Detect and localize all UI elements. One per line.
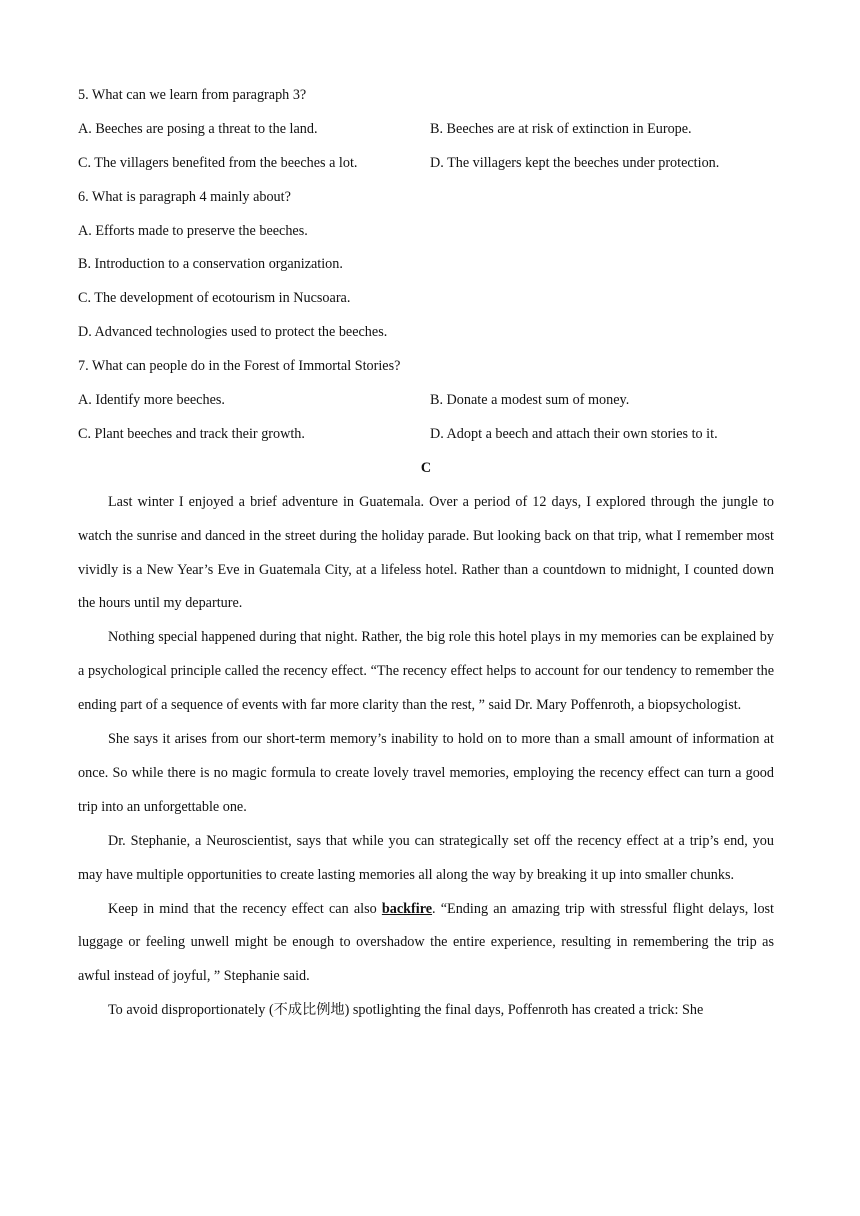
passage-paragraph-4: Dr. Stephanie, a Neuroscientist, says that while you can strategically set off the recency effect at a trip’s end, you may have multiple opportunities to create lasting memories all along the way by breaking it up into smaller chunks. — [78, 832, 774, 883]
paragraph-5-text-before: Keep in mind that the recency effect can also — [108, 900, 382, 917]
question-7-stem: 7. What can people do in the Forest of Immortal Stories? — [78, 358, 401, 375]
question-7-options-row-2 — [78, 418, 774, 452]
passage-paragraph-2: Nothing special happened during that night. Rather, the big role this hotel plays in my memories can be explained by a psychological principle called the recency effect. “The recency effect helps to account for our tendency to remember the ending part of a sequence of events with far more clarity than the rest, ” said Dr. Mary Poffenroth, a biopsychologist. — [78, 629, 774, 714]
question-5-option-a: A. Beeches are posing a threat to the land. — [78, 120, 318, 137]
question-6-option-b: B. Introduction to a conservation organization. — [78, 256, 343, 273]
question-5-stem: 5. What can we learn from paragraph 3? — [78, 87, 307, 103]
question-5-options-row-2 — [78, 147, 774, 181]
question-5-option-c: C. The villagers benefited from the beeches a lot. — [78, 154, 358, 171]
question-7-option-c: C. Plant beeches and track their growth. — [78, 425, 305, 442]
question-7-option-d: D. Adopt a beech and attach their own stories to it. — [430, 425, 718, 442]
passage-paragraph-5 — [78, 893, 774, 995]
page-content — [78, 79, 774, 1028]
question-6-option-c: C. The development of ecotourism in Nucsoara. — [78, 290, 351, 307]
question-6-stem: 6. What is paragraph 4 mainly about? — [78, 188, 291, 205]
question-5-options-row-1 — [78, 113, 774, 147]
question-6-option-a: A. Efforts made to preserve the beeches. — [78, 222, 308, 239]
underlined-keyword: backfire — [381, 900, 433, 917]
question-7-options-row-1 — [78, 384, 774, 418]
passage-c — [78, 486, 774, 1029]
question-5-option-b: B. Beeches are at risk of extinction in Europe. — [430, 120, 692, 137]
question-7-option-a: A. Identify more beeches. — [78, 392, 225, 409]
paragraph-5-text-after: . “Ending an amazing trip with stressful flight delays, lost luggage or feeling unwell might be enough to overshadow the entire experience, resulting in remembering the trip as awful instead of joyful, ” Stephanie said. — [78, 900, 774, 985]
section-c-heading: C — [420, 459, 432, 476]
question-5-option-d: D. The villagers kept the beeches under protection. — [430, 154, 720, 171]
question-6-option-d: D. Advanced technologies used to protect the beeches. — [78, 324, 388, 341]
question-7-option-b: B. Donate a modest sum of money. — [430, 392, 630, 409]
passage-paragraph-3: She says it arises from our short-term memory’s inability to hold on to more than a small amount of information at once. So while there is no magic formula to create lovely travel memories, employing the recency effect can turn a good trip into an unforgettable one. — [78, 731, 774, 815]
passage-paragraph-1: Last winter I enjoyed a brief adventure in Guatemala. Over a period of 12 days, I explored through the jungle to watch the sunrise and danced in the street during the holiday parade. But looking back on that trip, what I remember most vividly is a New Year’s Eve in Guatemala City, at a lifeless hotel. Rather than a countdown to midnight, I counted down the hours until my departure. — [78, 493, 774, 612]
passage-paragraph-6: To avoid disproportionately (不成比例地) spotlighting the final days, Poffenroth has created a trick: She — [108, 1002, 704, 1019]
